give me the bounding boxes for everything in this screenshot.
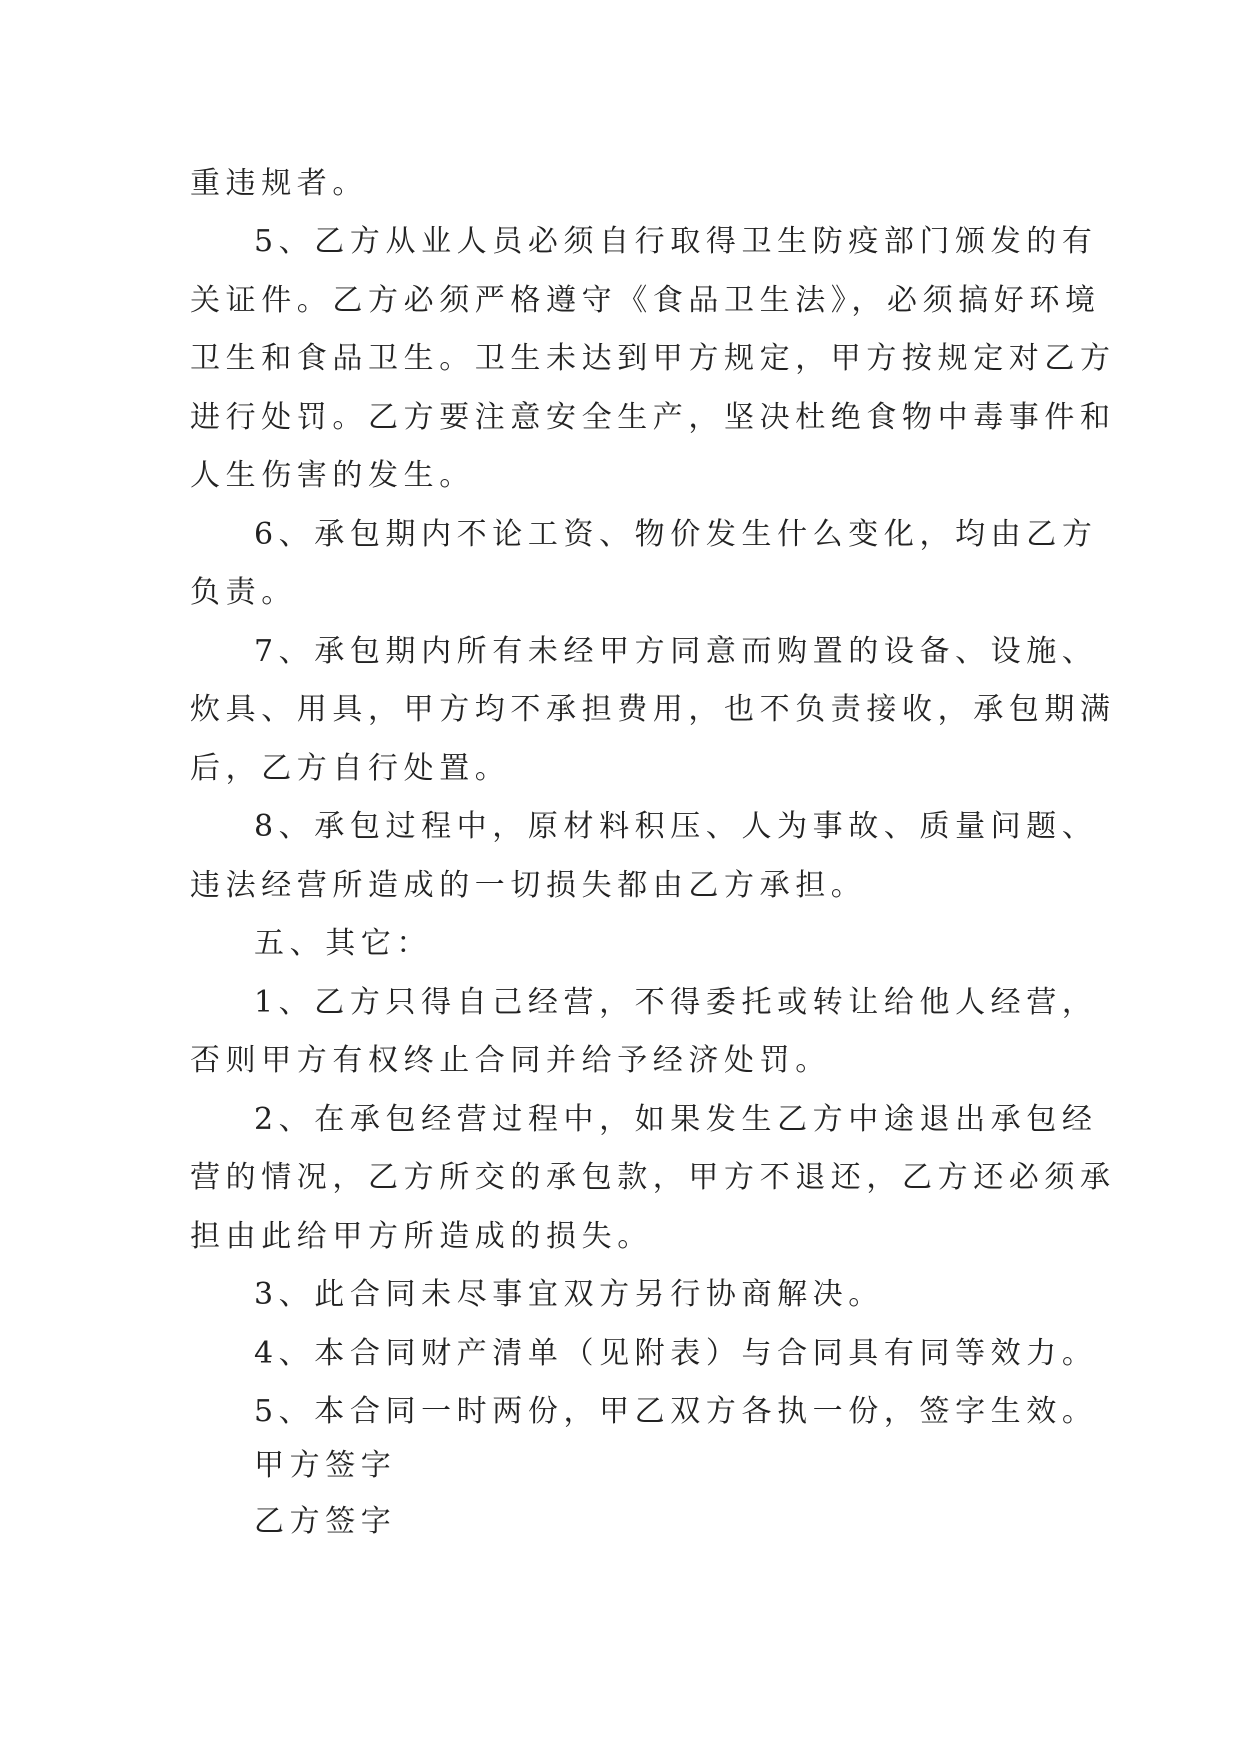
text-line: 卫生和食品卫生。卫生未达到甲方规定，甲方按规定对乙方: [190, 341, 1116, 376]
text-line: 重违规者。: [190, 166, 368, 201]
text-line: 2、在承包经营过程中，如果发生乙方中途退出承包经: [254, 1102, 1098, 1137]
text-line: 6、承包期内不论工资、物价发生什么变化，均由乙方: [254, 517, 1098, 552]
text-line: 1、乙方只得自己经营，不得委托或转让给他人经营，: [254, 985, 1098, 1020]
text-line: 5、乙方从业人员必须自行取得卫生防疫部门颁发的有: [254, 224, 1098, 259]
text-line: 进行处罚。乙方要注意安全生产，坚决杜绝食物中毒事件和: [190, 400, 1116, 435]
text-line: 7、承包期内所有未经甲方同意而购置的设备、设施、: [254, 634, 1098, 669]
party-a-signature-label: 甲方签字: [254, 1448, 397, 1483]
text-line: 炊具、用具，甲方均不承担费用，也不负责接收，承包期满: [190, 692, 1116, 727]
party-b-signature-label: 乙方签字: [254, 1504, 397, 1539]
text-line: 后，乙方自行处置。: [190, 751, 511, 786]
text-line: 关证件。乙方必须严格遵守《食品卫生法》，必须搞好环境: [190, 283, 1101, 318]
text-line: 负责。: [190, 575, 297, 610]
text-line: 担由此给甲方所造成的损失。: [190, 1219, 653, 1254]
text-line: 违法经营所造成的一切损失都由乙方承担。: [190, 868, 867, 903]
text-line: 4、本合同财产清单（见附表）与合同具有同等效力。: [254, 1336, 1098, 1371]
text-line: 否则甲方有权终止合同并给予经济处罚。: [190, 1043, 831, 1078]
text-line: 营的情况，乙方所交的承包款，甲方不退还，乙方还必须承: [190, 1160, 1116, 1195]
text-line: 人生伤害的发生。: [190, 458, 475, 493]
text-line: 8、承包过程中，原材料积压、人为事故、质量问题、: [254, 809, 1098, 844]
text-line: 3、此合同未尽事宜双方另行协商解决。: [254, 1277, 884, 1312]
section-heading: 五、其它：: [254, 926, 432, 961]
text-line: 5、本合同一时两份，甲乙双方各执一份，签字生效。: [254, 1394, 1098, 1429]
